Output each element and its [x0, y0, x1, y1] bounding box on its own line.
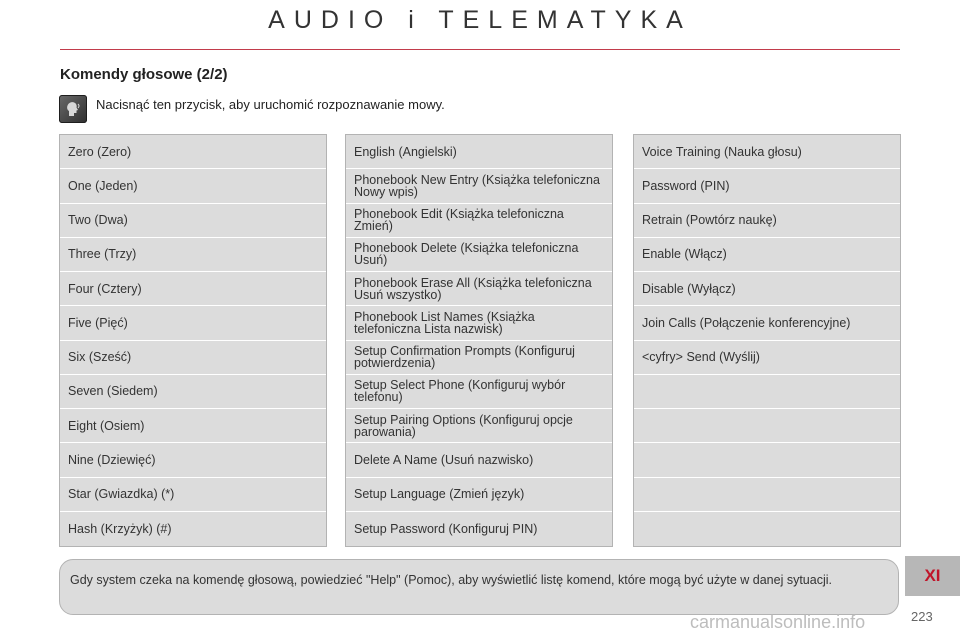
- command-cell: Phonebook Delete (Książka telefoniczna Usuń): [346, 238, 612, 272]
- commands-column-phonebook-setup: [345, 134, 613, 547]
- command-cell: Zero (Zero): [60, 135, 326, 169]
- command-cell-empty: [634, 512, 900, 546]
- command-cell: Voice Training (Nauka głosu): [634, 135, 900, 169]
- speaking-head-icon: [65, 100, 81, 118]
- title-divider: [60, 49, 900, 50]
- command-cell: Setup Pairing Options (Konfiguruj opcje parowania): [346, 409, 612, 443]
- command-cell: Five (Pięć): [60, 306, 326, 340]
- command-cell: Password (PIN): [634, 169, 900, 203]
- command-cell: One (Jeden): [60, 169, 326, 203]
- command-cell: Four (Cztery): [60, 272, 326, 306]
- command-cell: Phonebook List Names (Książka telefoniczna Lista nazwisk): [346, 306, 612, 340]
- command-cell: <cyfry> Send (Wyślij): [634, 341, 900, 375]
- command-cell: Phonebook Erase All (Książka telefoniczna Usuń wszystko): [346, 272, 612, 306]
- command-cell: Setup Confirmation Prompts (Konfiguruj potwierdzenia): [346, 341, 612, 375]
- command-cell: Enable (Włącz): [634, 238, 900, 272]
- command-cell-empty: [634, 375, 900, 409]
- command-cell: Disable (Wyłącz): [634, 272, 900, 306]
- command-cell-empty: [634, 443, 900, 477]
- command-cell: Setup Password (Konfiguruj PIN): [354, 521, 538, 536]
- voice-recognition-button-icon: [59, 95, 87, 123]
- page-number: 223: [911, 609, 933, 624]
- command-cell-empty: [634, 409, 900, 443]
- command-cell-empty: [634, 478, 900, 512]
- command-cell: Join Calls (Połączenie konferencyjne): [634, 306, 900, 340]
- watermark: carmanualsonline.info: [690, 612, 866, 632]
- commands-column-digits: [59, 134, 327, 547]
- command-cell: Phonebook New Entry (Książka telefoniczna Nowy wpis): [346, 169, 612, 203]
- page-title: AUDIO i TELEMATYKA: [268, 6, 692, 34]
- section-title: Komendy głosowe (2/2): [60, 66, 228, 83]
- command-cell: Retrain (Powtórz naukę): [634, 204, 900, 238]
- command-cell: Seven (Siedem): [60, 375, 326, 409]
- command-cell: Setup Select Phone (Konfiguruj wybór telefonu): [346, 375, 612, 409]
- chapter-tab: XI: [905, 556, 960, 596]
- command-cell: Phonebook Edit (Książka telefoniczna Zmień): [346, 204, 612, 238]
- commands-column-training: [633, 134, 901, 547]
- command-cell: Six (Sześć): [60, 341, 326, 375]
- command-cell: Setup Language (Zmień język): [346, 478, 612, 512]
- command-cell: Nine (Dziewięć): [60, 443, 326, 477]
- command-cell: Two (Dwa): [60, 204, 326, 238]
- command-cell: Eight (Osiem): [60, 409, 326, 443]
- command-cell: English (Angielski): [346, 135, 612, 169]
- command-cell: Delete A Name (Usuń nazwisko): [346, 443, 612, 477]
- command-cell: Three (Trzy): [60, 238, 326, 272]
- help-tip-box: Gdy system czeka na komendę głosową, powiedzieć "Help" (Pomoc), aby wyświetlić listę komend, które mogą być użyte w danej sytuacji.: [59, 559, 899, 615]
- command-cell: Hash (Krzyżyk) (#): [68, 521, 172, 536]
- command-cell: Star (Gwiazdka) (*): [60, 478, 326, 512]
- instruction-text: Nacisnąć ten przycisk, aby uruchomić rozpoznawanie mowy.: [96, 97, 445, 112]
